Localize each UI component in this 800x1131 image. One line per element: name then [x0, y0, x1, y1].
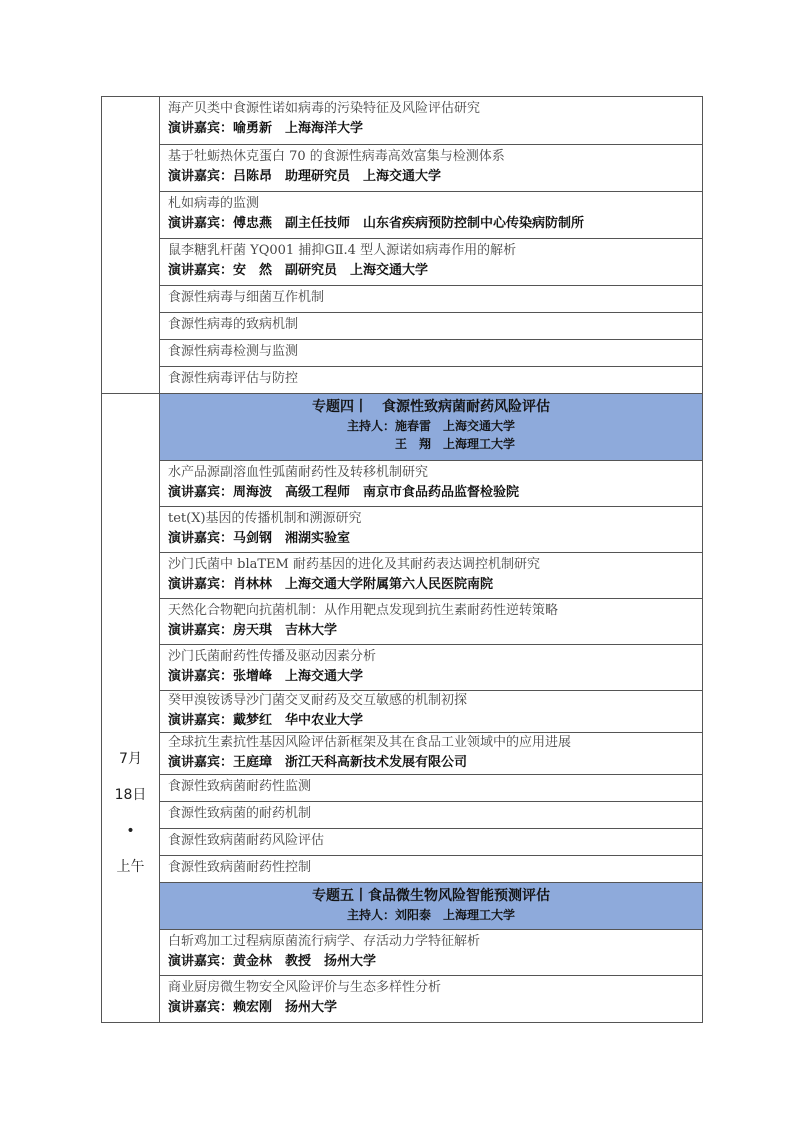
talk-speaker: 演讲嘉宾：王庭璋 浙江天科高新技术发展有限公司 [168, 755, 468, 770]
talk-row [160, 732, 702, 774]
date-cell [102, 394, 160, 1022]
schedule-table [101, 96, 703, 1023]
talk-title: 沙门氏菌耐药性传播及驱动因素分析 [168, 649, 377, 664]
talk-row [160, 929, 702, 975]
talk-speaker: 演讲嘉宾：肖林林 上海交通大学附属第六人民医院南院 [168, 577, 494, 592]
topic-header-5 [160, 882, 702, 929]
talk-speaker: 演讲嘉宾：安 然 副研究员 上海交通大学 [168, 263, 429, 278]
topic-title: 专题五丨食品微生物风险智能预测评估 [312, 888, 550, 904]
talk-title: 天然化合物靶向抗菌机制：从作用靶点发现到抗生素耐药性逆转策略 [168, 603, 559, 618]
talk-speaker: 演讲嘉宾：房天琪 吉林大学 [168, 623, 338, 638]
talk-speaker: 演讲嘉宾：赖宏刚 扬州大学 [168, 1000, 338, 1015]
talk-row [160, 552, 702, 598]
talk-row [160, 191, 702, 238]
subtopic-row [160, 366, 702, 393]
talk-title: 水产品源副溶血性弧菌耐药性及转移机制研究 [168, 465, 429, 480]
schedule-block-july18-morning [102, 393, 702, 1022]
topic-host: 主持人：刘阳泰 上海理工大学 [346, 908, 515, 922]
talk-speaker: 演讲嘉宾：傅忠燕 副主任技师 山东省疾病预防控制中心传染病防制所 [168, 216, 585, 231]
subtopic-row [160, 828, 702, 855]
topic-host: 主持人：施春雷 上海交通大学 [346, 419, 515, 433]
subtopic-title: 食源性病毒与细菌互作机制 [168, 290, 325, 305]
subtopic-title: 食源性致病菌耐药性监测 [168, 779, 312, 794]
talk-row [160, 975, 702, 1022]
talk-speaker: 演讲嘉宾：戴梦红 华中农业大学 [168, 713, 364, 728]
talk-title: 白斩鸡加工过程病原菌流行病学、存活动力学特征解析 [168, 934, 481, 949]
talk-title: tet(X)基因的传播机制和溯源研究 [168, 511, 362, 526]
talk-speaker: 演讲嘉宾：马剑钢 湘湖实验室 [168, 531, 351, 546]
subtopic-row [160, 312, 702, 339]
subtopic-row [160, 285, 702, 312]
subtopic-row [160, 774, 702, 801]
talk-row [160, 644, 702, 690]
topic-host: 王 翔 上海理工大学 [346, 437, 515, 451]
talk-speaker: 演讲嘉宾：喻勇新 上海海洋大学 [168, 121, 364, 136]
subtopic-title: 食源性致病菌耐药风险评估 [168, 833, 325, 848]
schedule-block-continued [102, 97, 702, 393]
talk-row [160, 690, 702, 732]
talk-title: 癸甲溴铵诱导沙门菌交叉耐药及交互敏感的机制初探 [168, 693, 468, 708]
subtopic-title: 食源性致病菌耐药性控制 [168, 860, 312, 875]
talk-speaker: 演讲嘉宾：周海波 高级工程师 南京市食品药品监督检验院 [168, 485, 520, 500]
date-period: 上午 [116, 859, 145, 875]
date-day: 18日 [114, 787, 147, 803]
subtopic-title: 食源性病毒的致病机制 [168, 317, 299, 332]
subtopic-row [160, 801, 702, 828]
talk-title: 海产贝类中食源性诺如病毒的污染特征及风险评估研究 [168, 101, 481, 116]
talk-title: 沙门氏菌中 blaTEM 耐药基因的进化及其耐药表达调控机制研究 [168, 557, 540, 572]
talk-row [160, 506, 702, 552]
talk-speaker: 演讲嘉宾：黄金林 教授 扬州大学 [168, 954, 377, 969]
talk-row [160, 460, 702, 506]
subtopic-title: 食源性致病菌的耐药机制 [168, 806, 312, 821]
talk-row [160, 144, 702, 191]
date-cell-empty [102, 97, 160, 393]
subtopic-title: 食源性病毒检测与监测 [168, 344, 299, 359]
subtopic-row [160, 855, 702, 882]
date-separator: • [126, 823, 135, 839]
date-month: 7月 [119, 751, 142, 767]
subtopic-title: 食源性病毒评估与防控 [168, 371, 299, 386]
subtopic-row [160, 339, 702, 366]
talk-row [160, 238, 702, 285]
talk-title: 商业厨房微生物安全风险评价与生态多样性分析 [168, 980, 442, 995]
talk-speaker: 演讲嘉宾：吕陈昂 助理研究员 上海交通大学 [168, 169, 442, 184]
talk-speaker: 演讲嘉宾：张增峰 上海交通大学 [168, 669, 364, 684]
talk-title: 札如病毒的监测 [168, 196, 260, 211]
talk-row [160, 598, 702, 644]
topic-title: 专题四丨 食源性致病菌耐药风险评估 [312, 399, 550, 415]
talk-row [160, 97, 702, 144]
topic-header-4 [160, 394, 702, 460]
talk-title: 基于牡蛎热休克蛋白 70 的食源性病毒高效富集与检测体系 [168, 149, 505, 164]
talk-title: 全球抗生素抗性基因风险评估新框架及其在食品工业领域中的应用进展 [168, 735, 572, 750]
talk-title: 鼠李糖乳杆菌 YQ001 捕抑GⅡ.4 型人源诺如病毒作用的解析 [168, 243, 517, 258]
